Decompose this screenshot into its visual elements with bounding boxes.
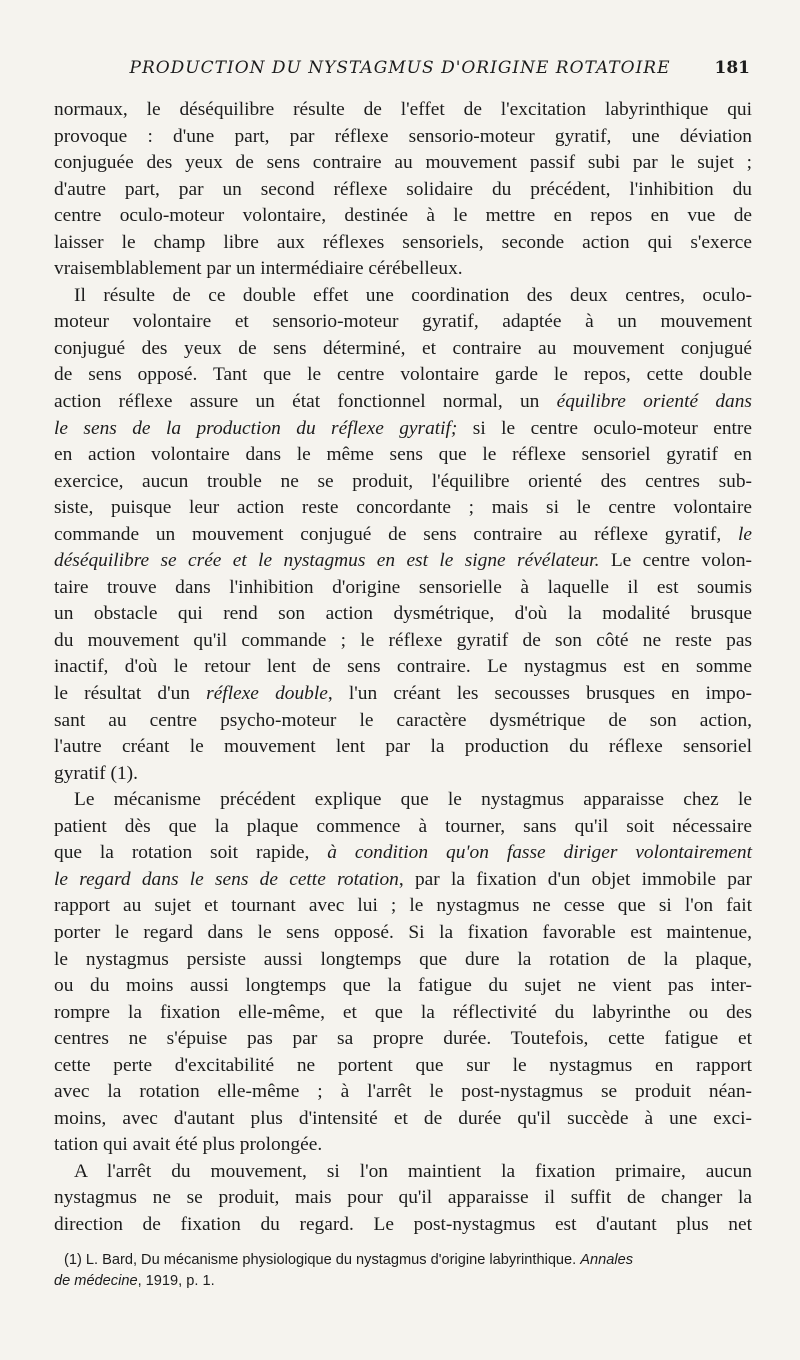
text-run: avec la rotation elle-même ; à l'arrêt le post-nystagmus se produit néan- bbox=[54, 1081, 752, 1103]
text-run: (1) L. Bard, Du mécanisme physiologique du nystagmus d'origine labyrinthique. bbox=[64, 1252, 581, 1268]
footnote-line bbox=[54, 1271, 752, 1292]
text-run: moteur volontaire et sensorio-moteur gyratif, adaptée à un mouvement bbox=[54, 311, 752, 333]
text-line bbox=[54, 1185, 752, 1212]
text-run: Le centre volon- bbox=[599, 550, 753, 572]
text-line bbox=[54, 203, 752, 230]
text-run: , par la fixation d'un objet immobile par bbox=[398, 868, 752, 890]
text-line bbox=[54, 177, 752, 204]
text-run: exercice, aucun trouble ne se produit, l'équilibre orienté des centres sub- bbox=[54, 470, 752, 492]
text-run: cette perte d'excitabilité ne portent que sur le nystagmus en rapport bbox=[54, 1054, 752, 1076]
text-run: A l'arrêt du mouvement, si l'on maintient la fixation primaire, aucun bbox=[74, 1160, 752, 1182]
italic-text: à condition qu'on fasse diriger volontairement bbox=[327, 842, 752, 864]
text-line bbox=[54, 1000, 752, 1027]
text-run: si le centre oculo-moteur entre bbox=[457, 417, 752, 439]
footnotes bbox=[54, 1250, 752, 1292]
text-run: , l'un créant les secousses brusques en impo- bbox=[327, 683, 752, 705]
text-run: inactif, d'où le retour lent de sens contraire. Le nystagmus est en somme bbox=[54, 656, 752, 678]
text-line bbox=[54, 867, 752, 894]
text-run: conjugué des yeux de sens déterminé, et contraire au mouvement conjugué bbox=[54, 337, 752, 359]
text-run: Il résulte de ce double effet une coordination des deux centres, oculo- bbox=[74, 284, 752, 306]
text-run: rompre la fixation elle-même, et que la réflectivité du labyrinthe ou des bbox=[54, 1001, 752, 1023]
text-run: centres ne s'épuise pas par sa propre durée. Toutefois, cette fatigue et bbox=[54, 1028, 752, 1050]
footnote-line bbox=[54, 1250, 752, 1271]
text-line bbox=[54, 97, 752, 124]
text-line bbox=[54, 362, 752, 389]
text-run: direction de fixation du regard. Le post-nystagmus est d'autant plus net bbox=[54, 1213, 752, 1235]
text-line bbox=[54, 230, 752, 257]
italic-text: Annales bbox=[580, 1252, 634, 1268]
text-run: du mouvement qu'il commande ; le réflexe gyratif de son côté ne reste pas bbox=[54, 629, 752, 651]
text-line bbox=[54, 309, 752, 336]
text-run: taire trouve dans l'inhibition d'origine sensorielle à laquelle il est soumis bbox=[54, 576, 752, 598]
text-line bbox=[54, 628, 752, 655]
text-line bbox=[54, 1132, 752, 1159]
italic-text: équilibre orienté dans bbox=[556, 391, 752, 413]
text-run: sant au centre psycho-moteur le caractère dysmétrique de son action, bbox=[54, 709, 752, 731]
text-run: ou du moins aussi longtemps que la fatigue du sujet ne vient pas inter- bbox=[54, 975, 752, 997]
italic-text: le regard dans le sens de cette rotation bbox=[54, 868, 399, 890]
text-line bbox=[54, 920, 752, 947]
italic-text: le sens de la production du réflexe gyratif; bbox=[54, 417, 458, 439]
text-run: centre oculo-moteur volontaire, destinée à le mettre en repos en vue de bbox=[54, 205, 752, 227]
text-line bbox=[54, 389, 752, 416]
text-line bbox=[54, 442, 752, 469]
text-run: tation qui avait été plus prolongée. bbox=[54, 1134, 323, 1156]
text-run: le résultat d'un bbox=[54, 683, 207, 705]
text-run: patient dès que la plaque commence à tourner, sans qu'il soit nécessaire bbox=[54, 815, 752, 837]
text-run: normaux, le déséquilibre résulte de l'effet de l'excitation labyrinthique qui bbox=[54, 99, 752, 120]
text-line bbox=[54, 761, 752, 788]
text-run: , 1919, p. 1. bbox=[137, 1273, 215, 1289]
text-line bbox=[54, 1053, 752, 1080]
text-run: rapport au sujet et tournant avec lui ; le nystagmus ne cesse que si l'on fait bbox=[54, 895, 752, 917]
text-line bbox=[54, 947, 752, 974]
text-line bbox=[54, 522, 752, 549]
text-run: de sens opposé. Tant que le centre volontaire garde le repos, cette double bbox=[54, 364, 752, 386]
page-number: 181 bbox=[714, 58, 750, 78]
text-line bbox=[54, 548, 752, 575]
text-line bbox=[54, 336, 752, 363]
text-line bbox=[54, 1106, 752, 1133]
text-run: conjuguée des yeux de sens contraire au mouvement passif subi par le sujet ; bbox=[54, 152, 752, 174]
running-title: PRODUCTION DU NYSTAGMUS D'ORIGINE ROTATOIRE bbox=[129, 58, 671, 78]
text-run: moins, avec d'autant plus d'intensité et de durée qu'il succède à une exci- bbox=[54, 1107, 752, 1129]
text-line bbox=[54, 734, 752, 761]
text-run: Le mécanisme précédent explique que le nystagmus apparaisse chez le bbox=[74, 789, 752, 811]
text-line bbox=[54, 575, 752, 602]
text-line bbox=[54, 654, 752, 681]
running-head bbox=[58, 58, 750, 86]
body-text bbox=[54, 97, 752, 1239]
text-run: provoque : d'une part, par réflexe sensorio-moteur gyratif, une déviation bbox=[54, 125, 752, 147]
text-run: le nystagmus persiste aussi longtemps que dure la rotation de la plaque, bbox=[54, 948, 752, 970]
text-line bbox=[54, 601, 752, 628]
text-line bbox=[54, 150, 752, 177]
italic-text: réflexe double bbox=[206, 683, 328, 705]
text-line bbox=[54, 1026, 752, 1053]
text-run: un obstacle qui rend son action dysmétrique, d'où la modalité brusque bbox=[54, 603, 752, 625]
text-run: nystagmus ne se produit, mais pour qu'il apparaisse il suffit de changer la bbox=[54, 1187, 752, 1209]
text-run: d'autre part, par un second réflexe solidaire du précédent, l'inhibition du bbox=[54, 178, 752, 200]
text-line bbox=[54, 681, 752, 708]
text-line bbox=[54, 1079, 752, 1106]
italic-text: le bbox=[738, 523, 752, 545]
text-line bbox=[54, 256, 752, 283]
text-line bbox=[54, 283, 752, 310]
text-line bbox=[54, 787, 752, 814]
text-line bbox=[54, 124, 752, 151]
text-run: laisser le champ libre aux réflexes sensoriels, seconde action qui s'exerce bbox=[54, 231, 752, 253]
text-run: l'autre créant le mouvement lent par la production du réflexe sensoriel bbox=[54, 736, 752, 758]
text-run: porter le regard dans le sens opposé. Si la fixation favorable est maintenue, bbox=[54, 921, 752, 943]
text-line bbox=[54, 840, 752, 867]
text-line bbox=[54, 1212, 752, 1239]
text-line bbox=[54, 1159, 752, 1186]
text-line bbox=[54, 893, 752, 920]
text-line bbox=[54, 495, 752, 522]
text-run: siste, puisque leur action reste concordante ; mais si le centre volontaire bbox=[54, 497, 752, 519]
text-run: vraisemblablement par un intermédiaire cérébelleux. bbox=[54, 258, 463, 280]
text-run: que la rotation soit rapide, bbox=[54, 842, 328, 864]
text-run: gyratif (1). bbox=[54, 762, 138, 784]
italic-text: déséquilibre se crée et le nystagmus en est le signe révélateur. bbox=[54, 550, 600, 572]
text-run: commande un mouvement conjugué de sens contraire au réflexe gyratif, bbox=[54, 523, 738, 545]
text-line bbox=[54, 973, 752, 1000]
italic-text: de médecine bbox=[54, 1273, 138, 1289]
text-line bbox=[54, 708, 752, 735]
text-line bbox=[54, 814, 752, 841]
text-run: en action volontaire dans le même sens que le réflexe sensoriel gyratif en bbox=[54, 444, 752, 466]
text-line bbox=[54, 469, 752, 496]
text-run: action réflexe assure un état fonctionnel normal, un bbox=[54, 391, 557, 413]
text-line bbox=[54, 416, 752, 443]
